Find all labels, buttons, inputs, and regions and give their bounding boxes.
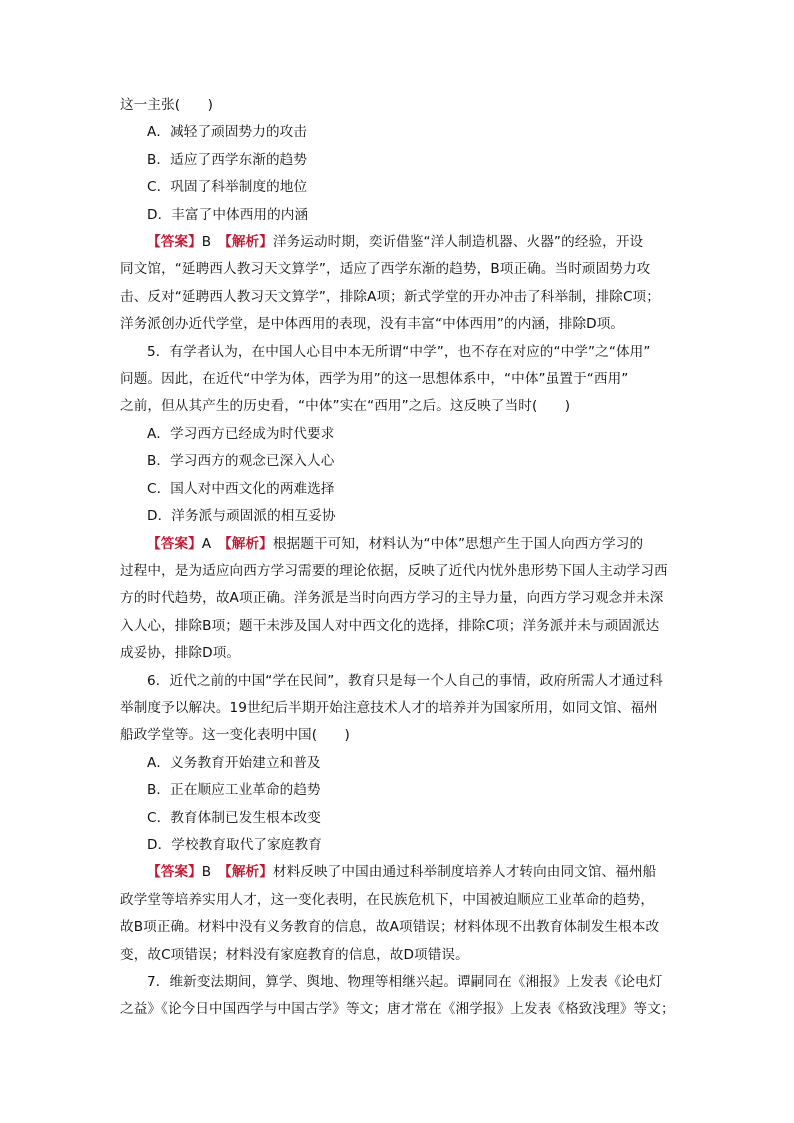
question-5-stem: 问题。因此，在近代“中学为体，西学为用”的这一思想体系中，“中体”虽置于“西用” [120,371,629,388]
question-5-answer-line [120,531,676,558]
question-6-stem: 举制度予以解决。19世纪后半期开始注意技术人才的培养并为国家所用，如同文馆、福州 [120,699,658,716]
question-5-analysis-line: 方的时代趋势，故A项正确。洋务派是当时向西方学习的主导力量，向西方学习观念并未深 [120,590,664,607]
answer-value: B [201,864,212,881]
analysis-text: 根据题干可知，材料认为“中体”思想产生于国人向西方学习的 [272,535,644,552]
question-6-option-d: D．学校教育取代了家庭教育 [147,836,322,853]
question-4-option-d: D．丰富了中体西用的内涵 [147,206,309,223]
question-4-option-a: A．减轻了顽固势力的攻击 [147,124,308,141]
analysis-text: 洋务运动时期，奕䜣借鉴“洋人制造机器、火器”的经验，开设 [272,234,644,251]
question-4-analysis-line: 同文馆，“延聘西人教习天文算学”，适应了西学东渐的趋势，B项正确。当时顽固势力攻 [120,261,651,278]
question-6-option-b: B．正在顺应工业革命的趋势 [147,782,321,799]
question-7-stem: 之益》《论今日中国西学与中国古学》等文；唐才常在《湘学报》上发表《格致浅理》等文； [120,1001,675,1018]
question-5-option-d: D．洋务派与顽固派的相互妥协 [147,508,336,525]
answer-value: A [201,535,212,552]
question-6-stem: 6．近代之前的中国“学在民间”，教育只是每一个人自己的事情，政府所需人才通过科 [147,672,664,689]
question-4-option-c: C．巩固了科举制度的地位 [147,179,308,196]
question-6-option-c: C．教育体制已发生根本改变 [147,809,321,826]
answer-tag: 【答案】 [147,864,202,881]
analysis-tag: 【解析】 [224,535,273,552]
analysis-tag: 【解析】 [224,234,273,251]
question-5-stem: 5．有学者认为，在中国人心目中本无所谓“中学”，也不存在对应的“中学”之“体用” [147,343,651,360]
answer-tag: 【答案】 [147,234,202,251]
question-6-answer-line [120,859,676,886]
question-4-answer-line [120,229,676,256]
question-6-analysis-line: 故B项正确。材料中没有义务教育的信息，故A项错误；材料体现不出教育体制发生根本改 [120,919,660,936]
question-4-analysis-line: 洋务派创办近代学堂，是中体西用的表现，没有丰富“中体西用”的内涵，排除D项。 [120,316,625,333]
question-6-analysis-line: 变，故C项错误；材料没有家庭教育的信息，故D项错误。 [120,946,469,963]
question-6-option-a: A．义务教育开始建立和普及 [147,754,321,771]
question-7-stem: 7．维新变法期间，算学、舆地、物理等相继兴起。谭嗣同在《湘报》上发表《论电灯 [147,974,663,990]
question-4-analysis-line: 击、反对“延聘西人教习天文算学”，排除A项；新式学堂的开办冲击了科举制，排除C项； [120,288,660,305]
question-5-option-c: C．国人对中西文化的两难选择 [147,480,335,497]
question-4-option-b: B．适应了西学东渐的趋势 [147,151,308,168]
answer-value: B [201,234,212,251]
question-4-stem-end: 这一主张( ) [120,97,213,113]
question-5-analysis-line: 入人心，排除B项；题干未涉及国人对中西文化的选择，排除C项；洋务派并未与顽固派达 [120,617,660,634]
question-5-analysis-line: 过程中，是为适应向西方学习需要的理论依据，反映了近代内忧外患形势下国人主动学习西 [120,562,668,579]
document-body [120,92,676,1024]
question-5-analysis-line: 成妥协，排除D项。 [120,645,241,662]
analysis-tag: 【解析】 [224,864,273,881]
question-6-analysis-line: 政学堂等培养实用人才，这一变化表明，在民族危机下，中国被迫顺应工业革命的趋势， [120,891,655,908]
question-5-option-a: A．学习西方已经成为时代要求 [147,425,335,442]
answer-tag: 【答案】 [147,535,202,552]
question-5-option-b: B．学习西方的观念已深入人心 [147,453,335,470]
question-5-stem: 之前，但从其产生的历史看，“中体”实在“西用”之后。这反映了当时( ) [120,398,571,415]
analysis-text: 材料反映了中国由通过科举制度培养人才转向由同文馆、福州船 [272,864,657,881]
question-6-stem: 船政学堂等。这一变化表明中国( ) [120,727,350,744]
